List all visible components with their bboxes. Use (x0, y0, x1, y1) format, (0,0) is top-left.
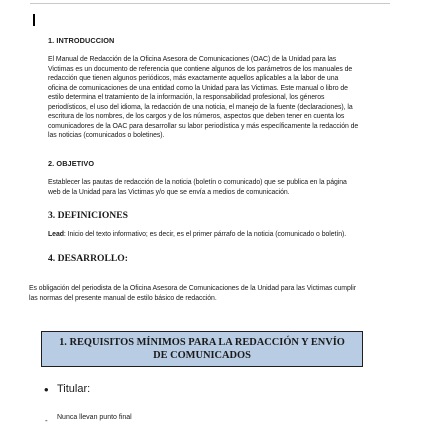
text-cursor (33, 14, 35, 26)
paragraph-line: comunicadores de la OAC para desarrollar su labor periodística y más específicamente la redacción de (48, 122, 359, 130)
paragraph-line: estilo determina el tratamiento de la información, la responsabilidad profesional, los géneros (48, 94, 325, 101)
requisitos-heading-box (41, 331, 363, 367)
paragraph-line: Establecer las pautas de redacción de la noticia (boletín o comunicado) que se publica en la página (48, 179, 347, 186)
section-heading-introduccion: 1. INTRODUCCION (48, 36, 115, 45)
section-heading-objetivo: 2. OBJETIVO (48, 159, 95, 168)
divider (30, 3, 390, 4)
bullet-icon: • (44, 382, 49, 397)
intro-paragraph (48, 55, 393, 141)
definition-text: : Inicio del texto informativo; es decir, es el primer párrafo de la noticia (comunicado o boletín). (63, 231, 347, 238)
paragraph-line: Es obligación del periodista de la Oficina Asesora de Comunicaciones de la Unidad para las Victimas cumplir (29, 285, 356, 292)
paragraph-line: redacción que tienen algunos periódicos, más exactamente aquellos aplicables a la labor de una (48, 75, 339, 82)
definition-term: Lead (48, 231, 64, 238)
desarrollo-paragraph (29, 284, 399, 303)
paragraph-line: oficina de comunicaciones de una entidad como la Unidad para las Victimas. Este manual o libro de (48, 84, 348, 92)
paragraph-line: Victimas es un documento de referencia que contiene algunos de los parámetros de los manuales de (48, 65, 353, 73)
titular-label: Titular: (57, 383, 91, 395)
paragraph-line: las normas del presente manual de estilo básico de redacción. (29, 294, 217, 302)
dash-bullet-icon: - (45, 416, 48, 425)
paragraph-line: escritura de los nombres, de los cargos y de los números, aspectos que deben tener en cuenta los (48, 113, 345, 120)
paragraph-line: El Manual de Redacción de la Oficina Asesora de Comunicaciones (OAC) de la Unidad para las (48, 56, 337, 63)
paragraph-line: las noticias (comunicados o boletines). (48, 132, 165, 139)
paragraph-line: periodísticos, el uso del idioma, la redacción de una noticia, el manejo de la fuente (declaraciones), la (48, 103, 353, 111)
paragraph-line: web de la Unidad para las Victimas y/o que se envía a medios de comunicación. (48, 188, 290, 196)
definition-lead (48, 230, 393, 240)
titular-rule: Nunca llevan punto final (57, 414, 132, 421)
section-heading-desarrollo: 4. DESARROLLO: (48, 253, 128, 264)
section-heading-definiciones: 3. DEFINICIONES (48, 210, 128, 221)
requisitos-title: 1. REQUISITOS MÍNIMOS PARA LA REDACCIÓN Y ENVÍO DE COMUNICADOS (59, 337, 345, 361)
objetivo-paragraph (48, 178, 393, 197)
